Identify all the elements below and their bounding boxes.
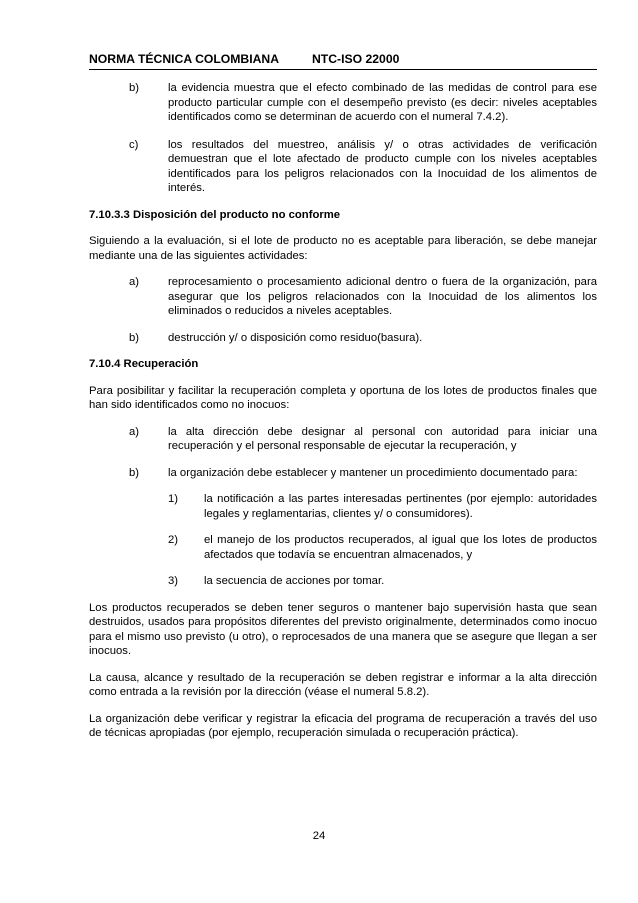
list-item-text: la alta dirección debe designar al personal con autoridad para iniciar una recuperación y el personal responsable de ejecutar la recuperación, y [168,425,597,452]
paragraph-supervision: Los productos recuperados se deben tener seguros o mantener bajo supervisión hasta que sean destruidos, usados para propósitos diferentes del previsto originalmente, determinados como inocuo para el mismo uso previsto (u otro), o reprocesados de una manera que se asegure que llegan a ser inocuos. [89,601,597,657]
list-item-b-destruccion [89,331,597,346]
sublist-item-manejo [89,533,597,562]
page-header [89,49,597,70]
list-marker: a) [129,425,140,438]
paragraph-eficacia: La organización debe verificar y registrar la eficacia del programa de recuperación a través del uso de técnicas apropiadas (por ejemplo, recuperación simulada o recuperación práctica). [89,712,597,739]
list-marker: b) [129,466,140,479]
list-marker: b) [129,331,140,344]
section-heading-7-10-4: 7.10.4 Recuperación [89,358,199,370]
list-item-c-resultados [89,138,597,196]
list-item-text: reprocesamiento o procesamiento adicional dentro o fuera de la organización, para asegurar que los peligros relacionados con la Inocuidad de los alimentos los eliminados o reducidos a niveles aceptables. [168,276,597,317]
list-marker: a) [129,276,140,288]
sublist-item-text: el manejo de los productos recuperados, al igual que los lotes de productos afectados que todavía se encuentran almacenados, y [204,534,597,561]
list-item-text: destrucción y/ o disposición como residuo(basura). [168,331,423,344]
page-content [89,81,597,741]
sublist-item-notificacion [89,492,597,521]
list-item-a-reprocesamiento [89,275,597,319]
sublist-item-secuencia [89,574,597,589]
list-item-b-procedimiento [89,466,597,481]
sublist-item-text: la secuencia de acciones por tomar. [204,575,385,587]
list-marker: b) [129,82,140,94]
list-marker: c) [129,138,139,151]
page-number: 24 [312,830,326,842]
sublist-item-text: la notificación a las partes interesadas pertinentes (por ejemplo: autoridades legales y reglamentarias, clientes y/ o consumidores). [204,493,597,520]
sublist-marker: 1) [168,493,179,505]
list-item-text: la organización debe establecer y mantener un procedimiento documentado para: [168,466,578,479]
paragraph-causa: La causa, alcance y resultado de la recuperación se deben registrar e informar a la alta dirección como entrada a la revisión por la dirección (véase el numeral 5.8.2). [89,671,597,698]
list-item-text: la evidencia muestra que el efecto combinado de las medidas de control para ese producto particular cumple con el desempeño previsto (es decir: niveles aceptables identificados como se determinan de acuerdo con el numeral 7.4.2). [168,82,597,123]
header-standard-code: NTC-ISO 22000 [312,52,400,66]
list-item-b-evidencia [89,81,597,125]
paragraph-disposicion: Siguiendo a la evaluación, si el lote de producto no es aceptable para liberación, se debe manejar mediante una de las siguientes actividades: [89,235,597,262]
section-heading-7-10-3-3: 7.10.3.3 Disposición del producto no conforme [89,208,341,221]
paragraph-recuperacion: Para posibilitar y facilitar la recuperación completa y oportuna de los lotes de productos finales que han sido identificados como no inocuos: [89,384,597,411]
list-item-text: los resultados del muestreo, análisis y/ o otras actividades de verificación demuestran que el lote afectado de producto cumple con los niveles aceptables identificados para los peligros relacionados con la Inocuidad de los alimentos de interés. [168,138,597,194]
list-item-a-alta-direccion [89,425,597,454]
sublist-marker: 2) [168,534,179,546]
header-standard-name: NORMA TÉCNICA COLOMBIANA [89,52,280,66]
sublist-marker: 3) [168,575,179,587]
